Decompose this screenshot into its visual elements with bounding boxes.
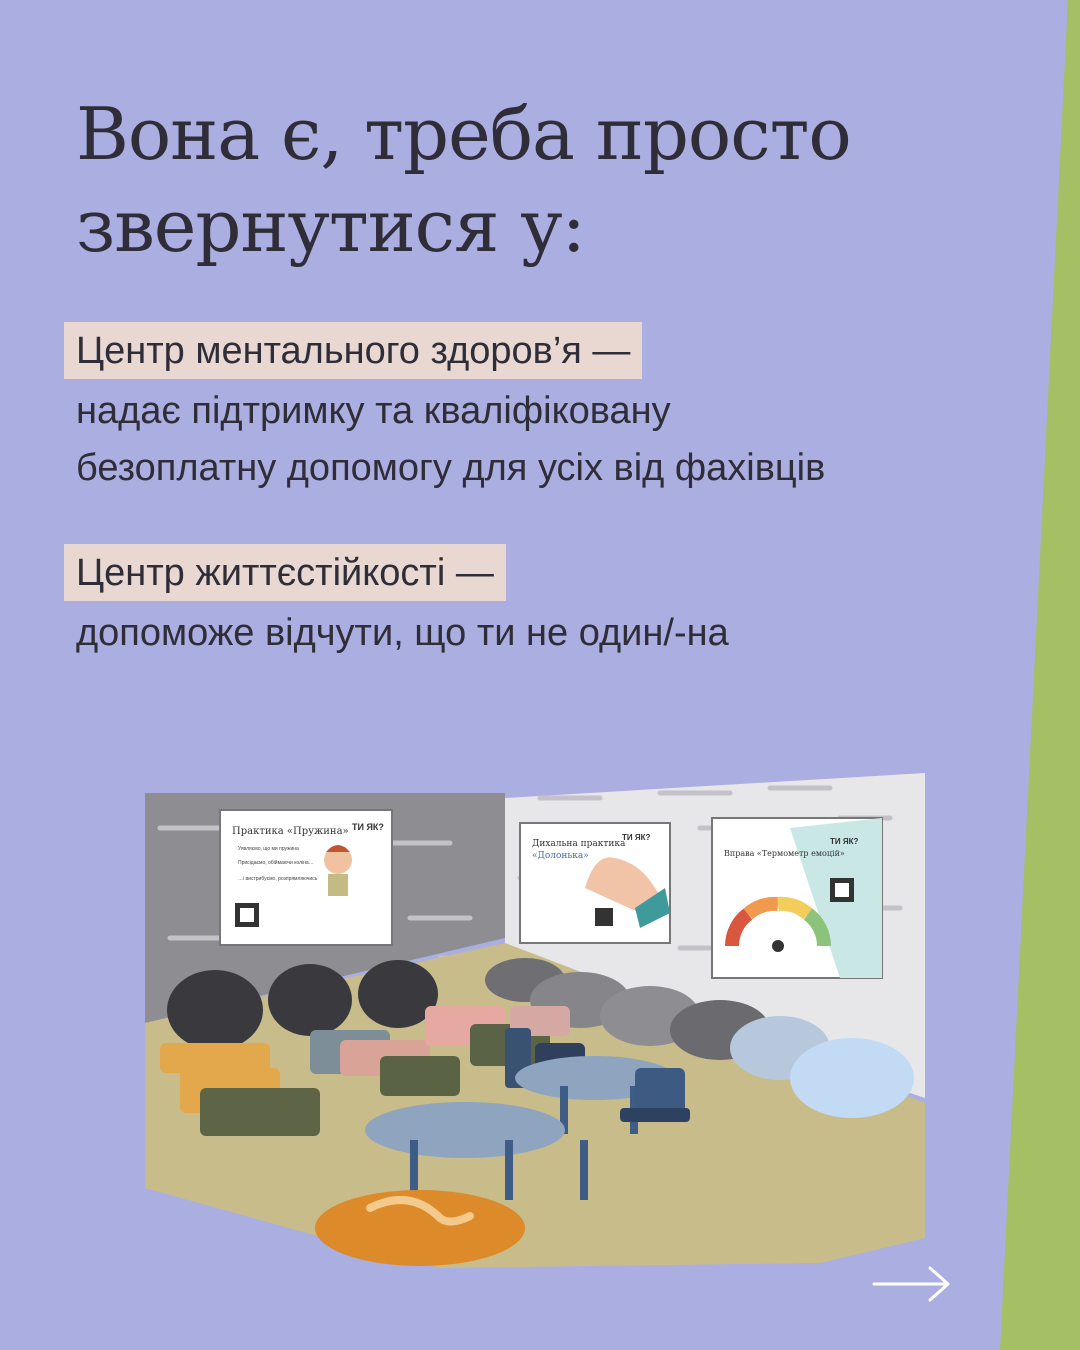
poster2-title-line-1: Дихальна практика (532, 839, 626, 849)
orange-beanbag (315, 1190, 525, 1266)
room-illustration (140, 768, 940, 1268)
poster1-step-3: …і вистрибуємо, розпрямляючись (238, 876, 318, 882)
resilience-center-description (76, 605, 1024, 662)
poster1-step-2: Присідаємо, обіймаючи коліна… (238, 860, 314, 866)
poster1-step-1: Уявляємо, що ми пружина (238, 846, 299, 852)
poster-spring-practice (220, 810, 392, 945)
title-line-2: звернутися у: (76, 184, 585, 268)
resilience-center-title: Центр життєстійкості — (64, 544, 506, 601)
page-title (76, 88, 976, 272)
green-accent-band (1000, 0, 1080, 1350)
poster3-title: Вправа «Термометр емоцій» (724, 849, 845, 858)
resilience-desc-line-1: допоможе відчути, що ти не один/-на (76, 612, 729, 654)
mental-health-desc-line-2: безоплатну допомогу для усіх від фахівців (76, 447, 826, 489)
poster3-logo: ТИ ЯК? (830, 837, 859, 846)
resilience-center (64, 544, 1024, 662)
mental-health-desc-line-1: надає підтримку та кваліфіковану (76, 390, 671, 432)
arrow-right-icon[interactable] (872, 1264, 952, 1304)
poster2-title-line-2: «Долонька» (532, 851, 589, 861)
poster2-logo: ТИ ЯК? (622, 833, 651, 842)
mental-health-center-description (76, 383, 1024, 497)
title-line-1: Вона є, треба просто (76, 92, 851, 176)
poster1-title: Практика «Пружина» (232, 826, 349, 837)
mental-health-center-title: Центр ментального здоров’я — (64, 322, 642, 379)
poster-breathing-practice (520, 823, 670, 943)
mental-health-center (64, 322, 1024, 497)
poster1-logo: ТИ ЯК? (352, 822, 384, 832)
poster-emotion-thermometer (712, 818, 882, 978)
